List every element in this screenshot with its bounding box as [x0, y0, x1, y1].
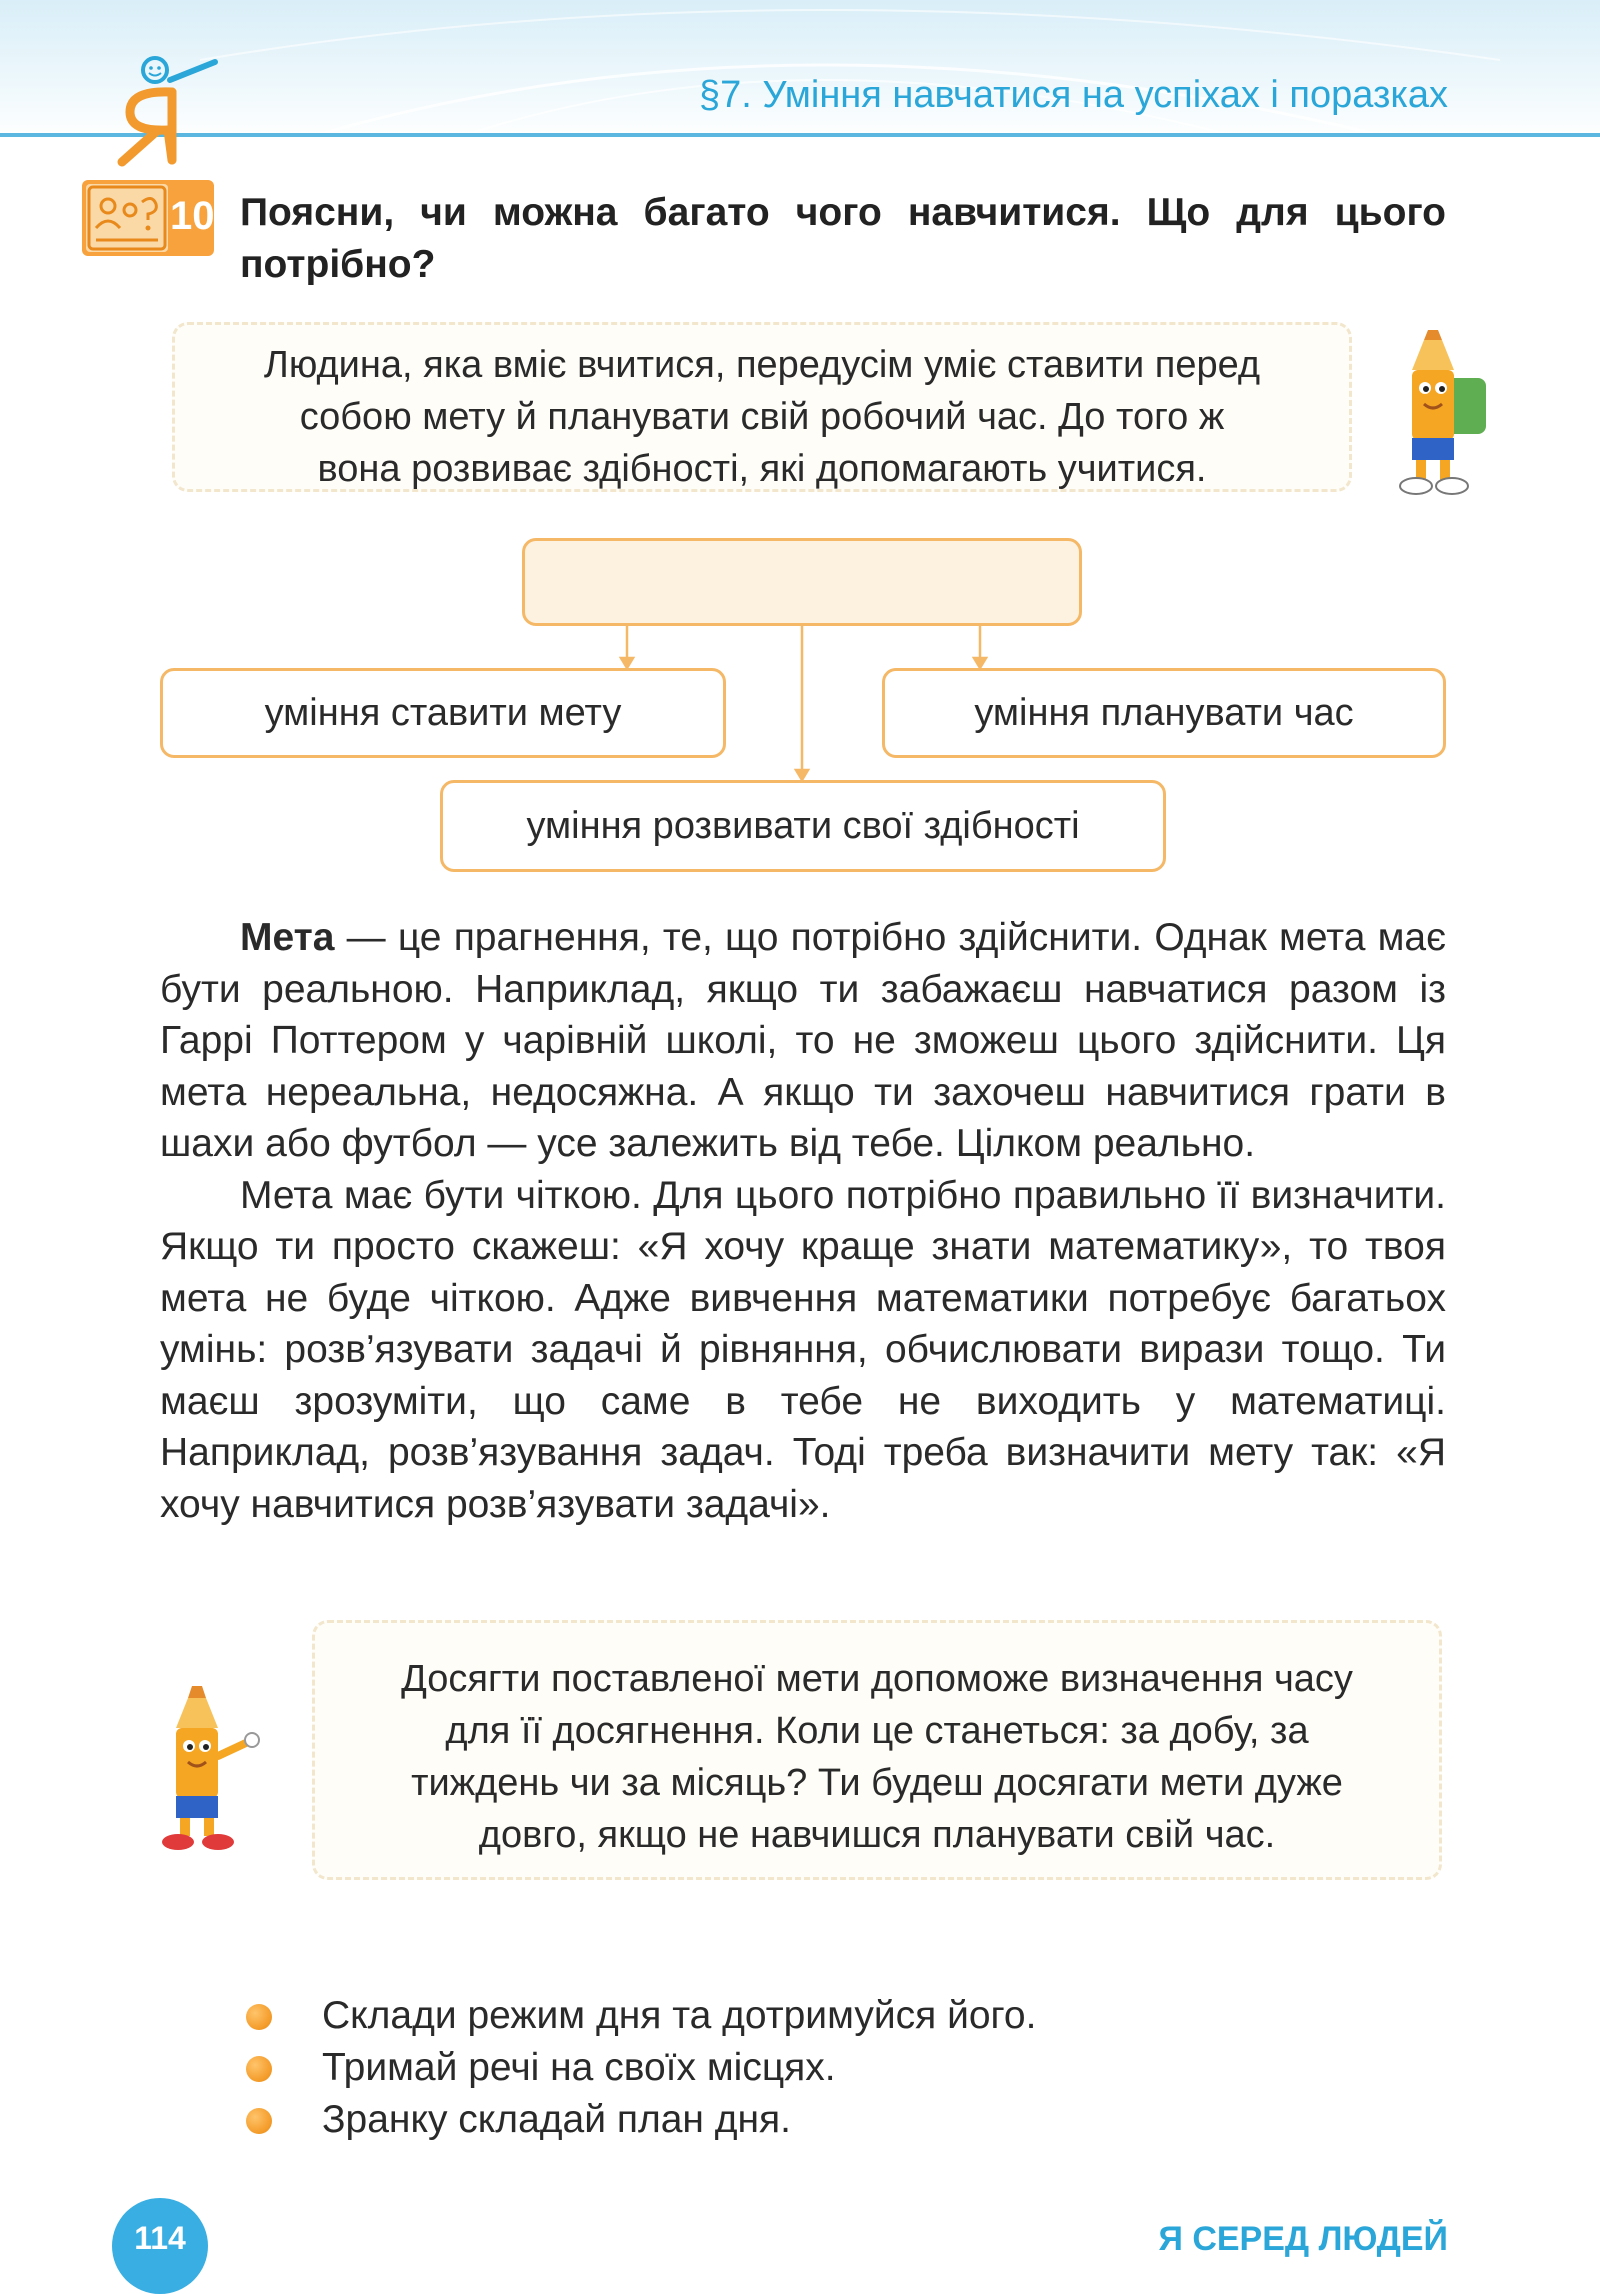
task-question: Поясни, чи можна багато чого навчитися. Що для цього потрібно?: [240, 191, 1446, 286]
skill-plan-time: уміння планувати час: [882, 668, 1446, 758]
skill-set-goal: уміння ставити мету: [160, 668, 726, 758]
note-line: собою мету й планувати свій робочий час. До того ж: [299, 396, 1225, 438]
bullet-dot-icon: [246, 2108, 272, 2134]
diagram-connectors: [0, 0, 1600, 900]
list-item: [246, 2042, 1036, 2094]
pencil-character-icon: [148, 1686, 264, 1854]
section-title: §7. Уміння навчатися на успіхах і поразках: [698, 74, 1448, 116]
note-line: Людина, яка вміє вчитися, передусім уміє ставити перед: [263, 344, 1261, 386]
note-line: вона розвиває здібності, які допомагають учитися.: [317, 448, 1207, 490]
tip-text: Склади режим дня та дотримуйся його.: [322, 1994, 1037, 2037]
note-line: довго, якщо не навчишся планувати свій час.: [478, 1814, 1276, 1856]
note-line: для її досягнення. Коли це станеться: за добу, за: [445, 1710, 1309, 1752]
paragraph-1: [160, 912, 1446, 1170]
diagram-top-box: [522, 538, 1082, 626]
paragraph-2: Мета має бути чіткою. Для цього потрібно правильно її визначити. Якщо ти просто скажеш: «Я хочу краще знати математику», то твоя мета не буде чіткою. Адже вивчення математики потребує багатьох умінь: розв’язувати задачі й рівняння, обчислювати вирази тощо. Ти маєш зрозуміти, що саме в тебе не виходить у математиці. Наприклад, розв’язування задач. Тоді треба визначити мету так: «Я хочу навчитися розв’язувати задачі».: [160, 1173, 1446, 1526]
paragraph-1-text: — це прагнення, те, що потрібно здійснити. Однак мета має бути реальною. Наприклад, якщо ти забажаєш навчатися разом із Гаррі Поттером у чарівній школі, то не зможеш цього здійснити. Ця мета нереальна, недосяжна. А якщо ти захочеш навчитися грати в шахи або футбол — усе залежить від тебе. Цілком реально.: [160, 916, 1446, 1165]
note-line: Досягти поставленої мети допоможе визначення часу: [401, 1658, 1353, 1700]
body-text: [160, 912, 1446, 1530]
tips-list: [246, 1990, 1036, 2146]
info-note-2: [312, 1620, 1442, 1880]
tip-text: Тримай речі на своїх місцях.: [322, 2046, 836, 2089]
bullet-dot-icon: [246, 2004, 272, 2030]
note-line: тиждень чи за місяць? Ти будеш досягати мети дуже: [411, 1762, 1343, 1804]
book-section-title: Я СЕРЕД ЛЮДЕЙ: [1158, 2220, 1448, 2258]
skill-develop-abilities: уміння розвивати свої здібності: [440, 780, 1166, 872]
task-number: 10: [170, 194, 215, 238]
term-meta: Мета: [240, 916, 335, 959]
list-item: [246, 2094, 1036, 2146]
list-item: [246, 1990, 1036, 2042]
tip-text: Зранку складай план дня.: [322, 2098, 792, 2141]
bullet-dot-icon: [246, 2056, 272, 2082]
page-number: 114: [112, 2198, 208, 2294]
